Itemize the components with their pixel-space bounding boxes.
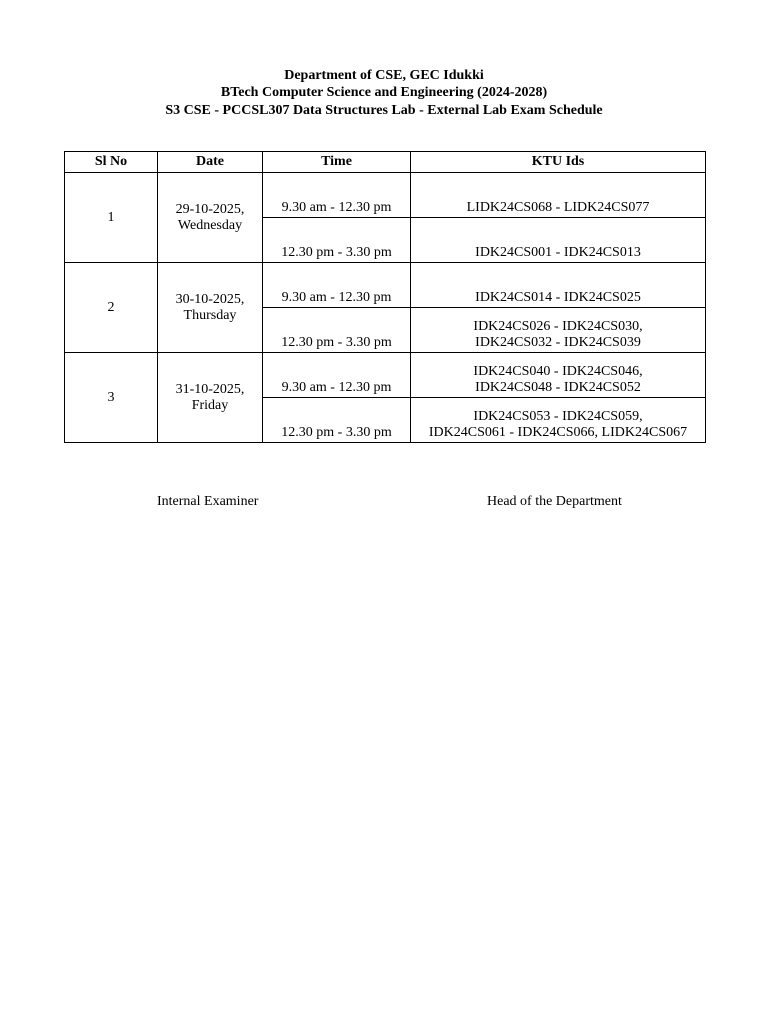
time-cell: 12.30 pm - 3.30 pm	[263, 398, 411, 443]
date-text: 29-10-2025,	[175, 201, 245, 217]
ktu-ids-line: IDK24CS001 - IDK24CS013	[475, 245, 641, 260]
ktu-ids-line: IDK24CS048 - IDK24CS052	[475, 380, 641, 395]
column-header-sl-no: Sl No	[65, 152, 158, 173]
date-cell	[158, 173, 263, 263]
time-cell: 9.30 am - 12.30 pm	[263, 263, 411, 308]
ktu-ids-cell	[411, 263, 706, 308]
schedule-title: S3 CSE - PCCSL307 Data Structures Lab - External Lab Exam Schedule	[165, 102, 603, 118]
column-header-date: Date	[158, 152, 263, 173]
column-header-ktu-ids: KTU Ids	[411, 152, 706, 173]
ktu-ids-cell	[411, 218, 706, 263]
internal-examiner-signature-label: Internal Examiner	[157, 494, 259, 509]
ktu-ids-line: IDK24CS032 - IDK24CS039	[475, 335, 641, 350]
ktu-ids-cell	[411, 308, 706, 353]
time-cell: 9.30 am - 12.30 pm	[263, 173, 411, 218]
day-text: Wednesday	[177, 217, 243, 233]
day-text: Friday	[191, 397, 229, 413]
table-row	[65, 263, 706, 308]
column-header-time: Time	[263, 152, 411, 173]
date-text: 30-10-2025,	[175, 291, 245, 307]
day-text: Thursday	[183, 307, 237, 323]
ktu-ids-line: LIDK24CS068 - LIDK24CS077	[466, 200, 650, 215]
ktu-ids-cell	[411, 398, 706, 443]
date-cell	[158, 263, 263, 353]
table-header-row	[65, 152, 706, 173]
ktu-ids-cell	[411, 353, 706, 398]
ktu-ids-line: IDK24CS014 - IDK24CS025	[475, 290, 641, 305]
hod-signature-label: Head of the Department	[487, 494, 622, 509]
document-header	[0, 67, 768, 119]
date-text: 31-10-2025,	[175, 381, 245, 397]
department-title: Department of CSE, GEC Idukki	[284, 68, 484, 83]
sl-no-cell: 2	[65, 263, 158, 353]
table-row	[65, 353, 706, 398]
sl-no-cell: 1	[65, 173, 158, 263]
ktu-ids-cell	[411, 173, 706, 218]
time-cell: 12.30 pm - 3.30 pm	[263, 218, 411, 263]
time-cell: 9.30 am - 12.30 pm	[263, 353, 411, 398]
program-title: BTech Computer Science and Engineering (2024-2028)	[220, 85, 548, 101]
time-cell: 12.30 pm - 3.30 pm	[263, 308, 411, 353]
exam-schedule-table	[64, 151, 706, 443]
date-cell	[158, 353, 263, 443]
ktu-ids-line: IDK24CS026 - IDK24CS030,	[473, 319, 643, 334]
sl-no-cell: 3	[65, 353, 158, 443]
ktu-ids-line: IDK24CS053 - IDK24CS059,	[473, 409, 643, 424]
ktu-ids-line: IDK24CS040 - IDK24CS046,	[473, 364, 643, 379]
ktu-ids-line: IDK24CS061 - IDK24CS066, LIDK24CS067	[428, 425, 688, 440]
table-row	[65, 173, 706, 218]
